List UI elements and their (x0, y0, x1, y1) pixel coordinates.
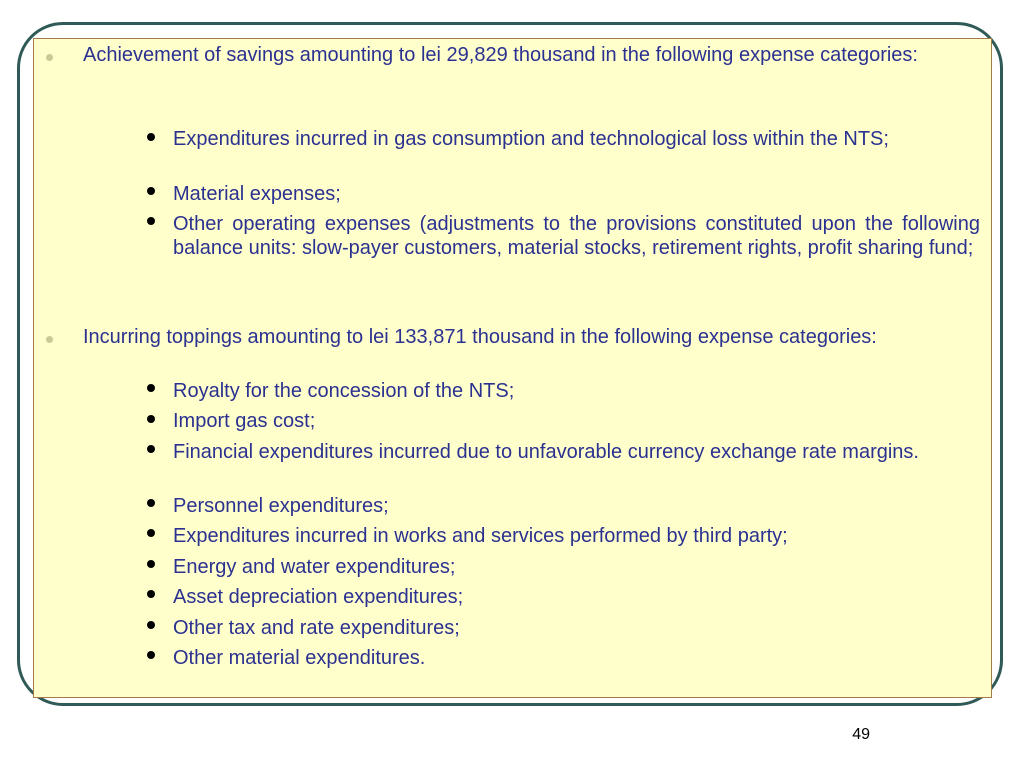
sub-item-text: Personnel expenditures; (173, 495, 389, 517)
bullet-text: Achievement of savings amounting to lei 29,829 thousand in the following expense categories: (83, 44, 918, 66)
sub-item-text: Other tax and rate expenditures; (173, 617, 460, 639)
content-box (33, 38, 992, 698)
bullet-dot-icon (147, 499, 155, 507)
bullet-dot-icon (147, 560, 155, 568)
bullet-dot-icon (147, 651, 155, 659)
sub-item-text: Energy and water expenditures; (173, 556, 456, 578)
bullet-dot-icon (147, 384, 155, 392)
bullet-dot-icon (147, 529, 155, 537)
sub-item-text: Expenditures incurred in gas consumption and technological loss within the NTS; (173, 128, 889, 150)
sub-item-text: Import gas cost; (173, 410, 316, 432)
bullet-dot-icon (147, 217, 155, 225)
bullet-dot-icon (147, 415, 155, 423)
sub-item-text: Expenditures incurred in works and services performed by third party; (173, 525, 788, 547)
sub-item-text: Material expenses; (173, 183, 341, 205)
bullet-dot-icon (46, 336, 53, 343)
bullet-dot-icon (147, 187, 155, 195)
sub-item-text: Royalty for the concession of the NTS; (173, 380, 515, 402)
bullet-dot-icon (147, 133, 155, 141)
sub-item-text: Other operating expenses (adjustments to the provisions constituted upon the following balance units: slow-payer customers, material stocks, retirement rights, profit sharing fund; (173, 213, 980, 259)
bullet-dot-icon (147, 621, 155, 629)
page-number: 49 (852, 726, 870, 743)
bullet-dot-icon (147, 590, 155, 598)
sub-item-text: Other material expenditures. (173, 647, 426, 669)
sub-item-text: Financial expenditures incurred due to unfavorable currency exchange rate margins. (173, 441, 919, 463)
bullet-dot-icon (147, 445, 155, 453)
bullet-text: Incurring toppings amounting to lei 133,871 thousand in the following expense categories: (83, 326, 877, 348)
bullet-dot-icon (46, 54, 53, 61)
sub-item-text: Asset depreciation expenditures; (173, 586, 464, 608)
